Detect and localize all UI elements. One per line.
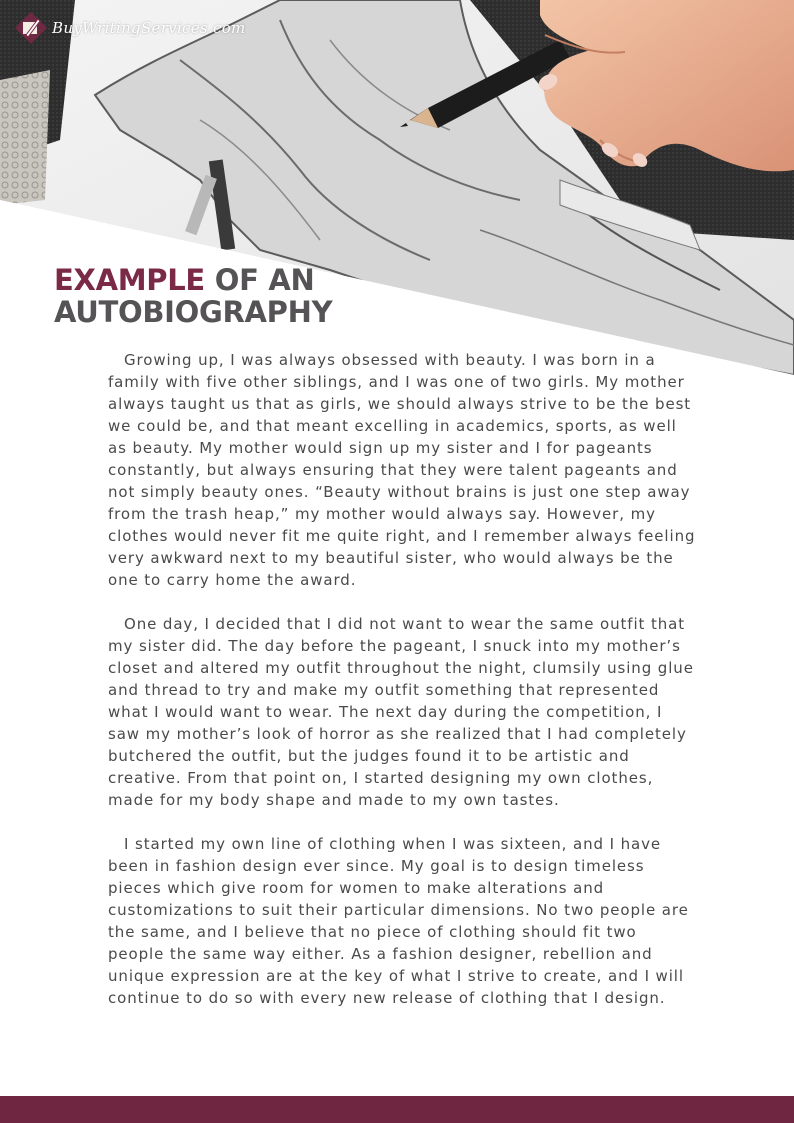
essay-body xyxy=(108,349,698,1031)
footer-band xyxy=(0,1096,794,1123)
quill-pen-icon xyxy=(14,11,48,45)
essay-paragraph-2: One day, I decided that I did not want to wear the same outfit that my sister did. The day before the pageant, I snuck into my mother’s closet and altered my outfit throughout the night, clumsily using glue and thread to try and make my outfit something that represented what I would want to wear. The next day during the competition, I saw my mother’s look of horror as she realized that I had completely butchered the outfit, but the judges found it to be artistic and creative. From that point on, I started designing my own clothes, made for my body shape and made to my own tastes. xyxy=(108,615,694,809)
essay-paragraph-3: I started my own line of clothing when I was sixteen, and I have been in fashion design ever since. My goal is to design timeless pieces which give room for women to make alterations and customizations to suit their particular dimensions. No two people are the same, and I believe that no piece of clothing should fit two people the same way either. As a fashion designer, rebellion and unique expression are at the key of what I strive to create, and I will continue to do so with every new release of clothing that I design. xyxy=(108,835,689,1007)
site-logo[interactable] xyxy=(14,10,246,46)
title-line2: AUTOBIOGRAPHY xyxy=(54,295,333,329)
title-accent-word: EXAMPLE xyxy=(54,263,205,297)
logo-wordmark: BuyWritingServices.com xyxy=(52,19,246,37)
page-title xyxy=(54,264,332,328)
essay-paragraph-1: Growing up, I was always obsessed with beauty. I was born in a family with five other siblings, and I was one of two girls. My mother always taught us that as girls, we should always strive to be the best we could be, and that meant excelling in academics, sports, as well as beauty. My mother would sign up my sister and I for pageants constantly, but always ensuring that they were talent pageants and not simply beauty ones. “Beauty without brains is just one step away from the trash heap,” my mother would always say. However, my clothes would never fit me quite right, and I remember always feeling very awkward next to my beautiful sister, who would always be the one to carry home the award. xyxy=(108,351,696,589)
title-line1-rest: OF AN xyxy=(204,263,315,297)
